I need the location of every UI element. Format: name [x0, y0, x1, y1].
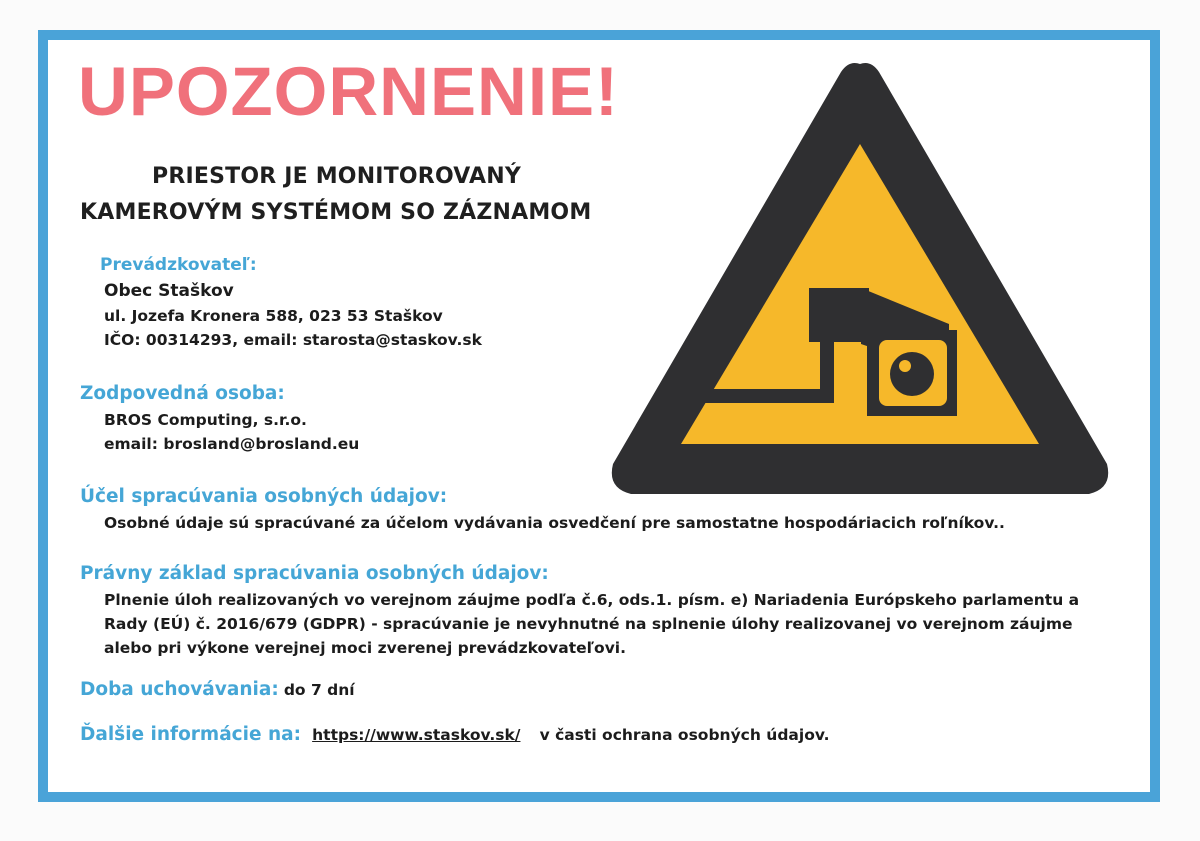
responsible-label: Zodpovedná osoba: [80, 383, 285, 404]
more-info-label: Ďalšie informácie na: [80, 724, 302, 745]
purpose-text: Osobné údaje sú spracúvané za účelom vydávania osvedčení pre samostatne hospodáriacich roľníkov.. [104, 514, 1005, 532]
retention-label: Doba uchovávania: [80, 679, 279, 700]
retention-row [80, 679, 355, 700]
headline: UPOZORNENIE! [78, 53, 620, 130]
retention-value: do 7 dní [283, 681, 355, 699]
purpose-label: Účel spracúvania osobných údajov: [80, 486, 448, 507]
legal-basis-label: Právny základ spracúvania osobných údajov: [80, 563, 549, 584]
operator-ico-email: IČO: 00314293, email: starosta@staskov.sk [104, 331, 482, 349]
operator-name: Obec Staškov [104, 281, 234, 301]
subheading-line-2: KAMEROVÝM SYSTÉMOM SO ZÁZNAMOM [80, 200, 592, 225]
subheading-line-1: PRIESTOR JE MONITOROVANÝ [152, 164, 521, 189]
more-info-suffix: v časti ochrana osobných údajov. [539, 726, 830, 744]
legal-basis-line-2: Rady (EÚ) č. 2016/679 (GDPR) - spracúvanie je nevyhnutné na splnenie úlohy realizovanej vo verejnom záujme [104, 615, 1073, 633]
cctv-camera-warning-icon [605, 56, 1115, 502]
responsible-company: BROS Computing, s.r.o. [104, 411, 307, 429]
operator-address: ul. Jozefa Kronera 588, 023 53 Staškov [104, 307, 443, 325]
legal-basis-line-1: Plnenie úloh realizovaných vo verejnom záujme podľa č.6, ods.1. písm. e) Nariadenia Európskeho parlamentu a [104, 591, 1080, 609]
responsible-email: email: brosland@brosland.eu [104, 435, 360, 453]
legal-basis-line-3: alebo pri výkone verejnej moci zverenej prevádzkovateľovi. [104, 639, 626, 657]
operator-label: Prevádzkovateľ: [100, 255, 257, 275]
website-link[interactable]: https://www.staskov.sk/ [312, 726, 521, 744]
more-info-row [80, 724, 830, 745]
